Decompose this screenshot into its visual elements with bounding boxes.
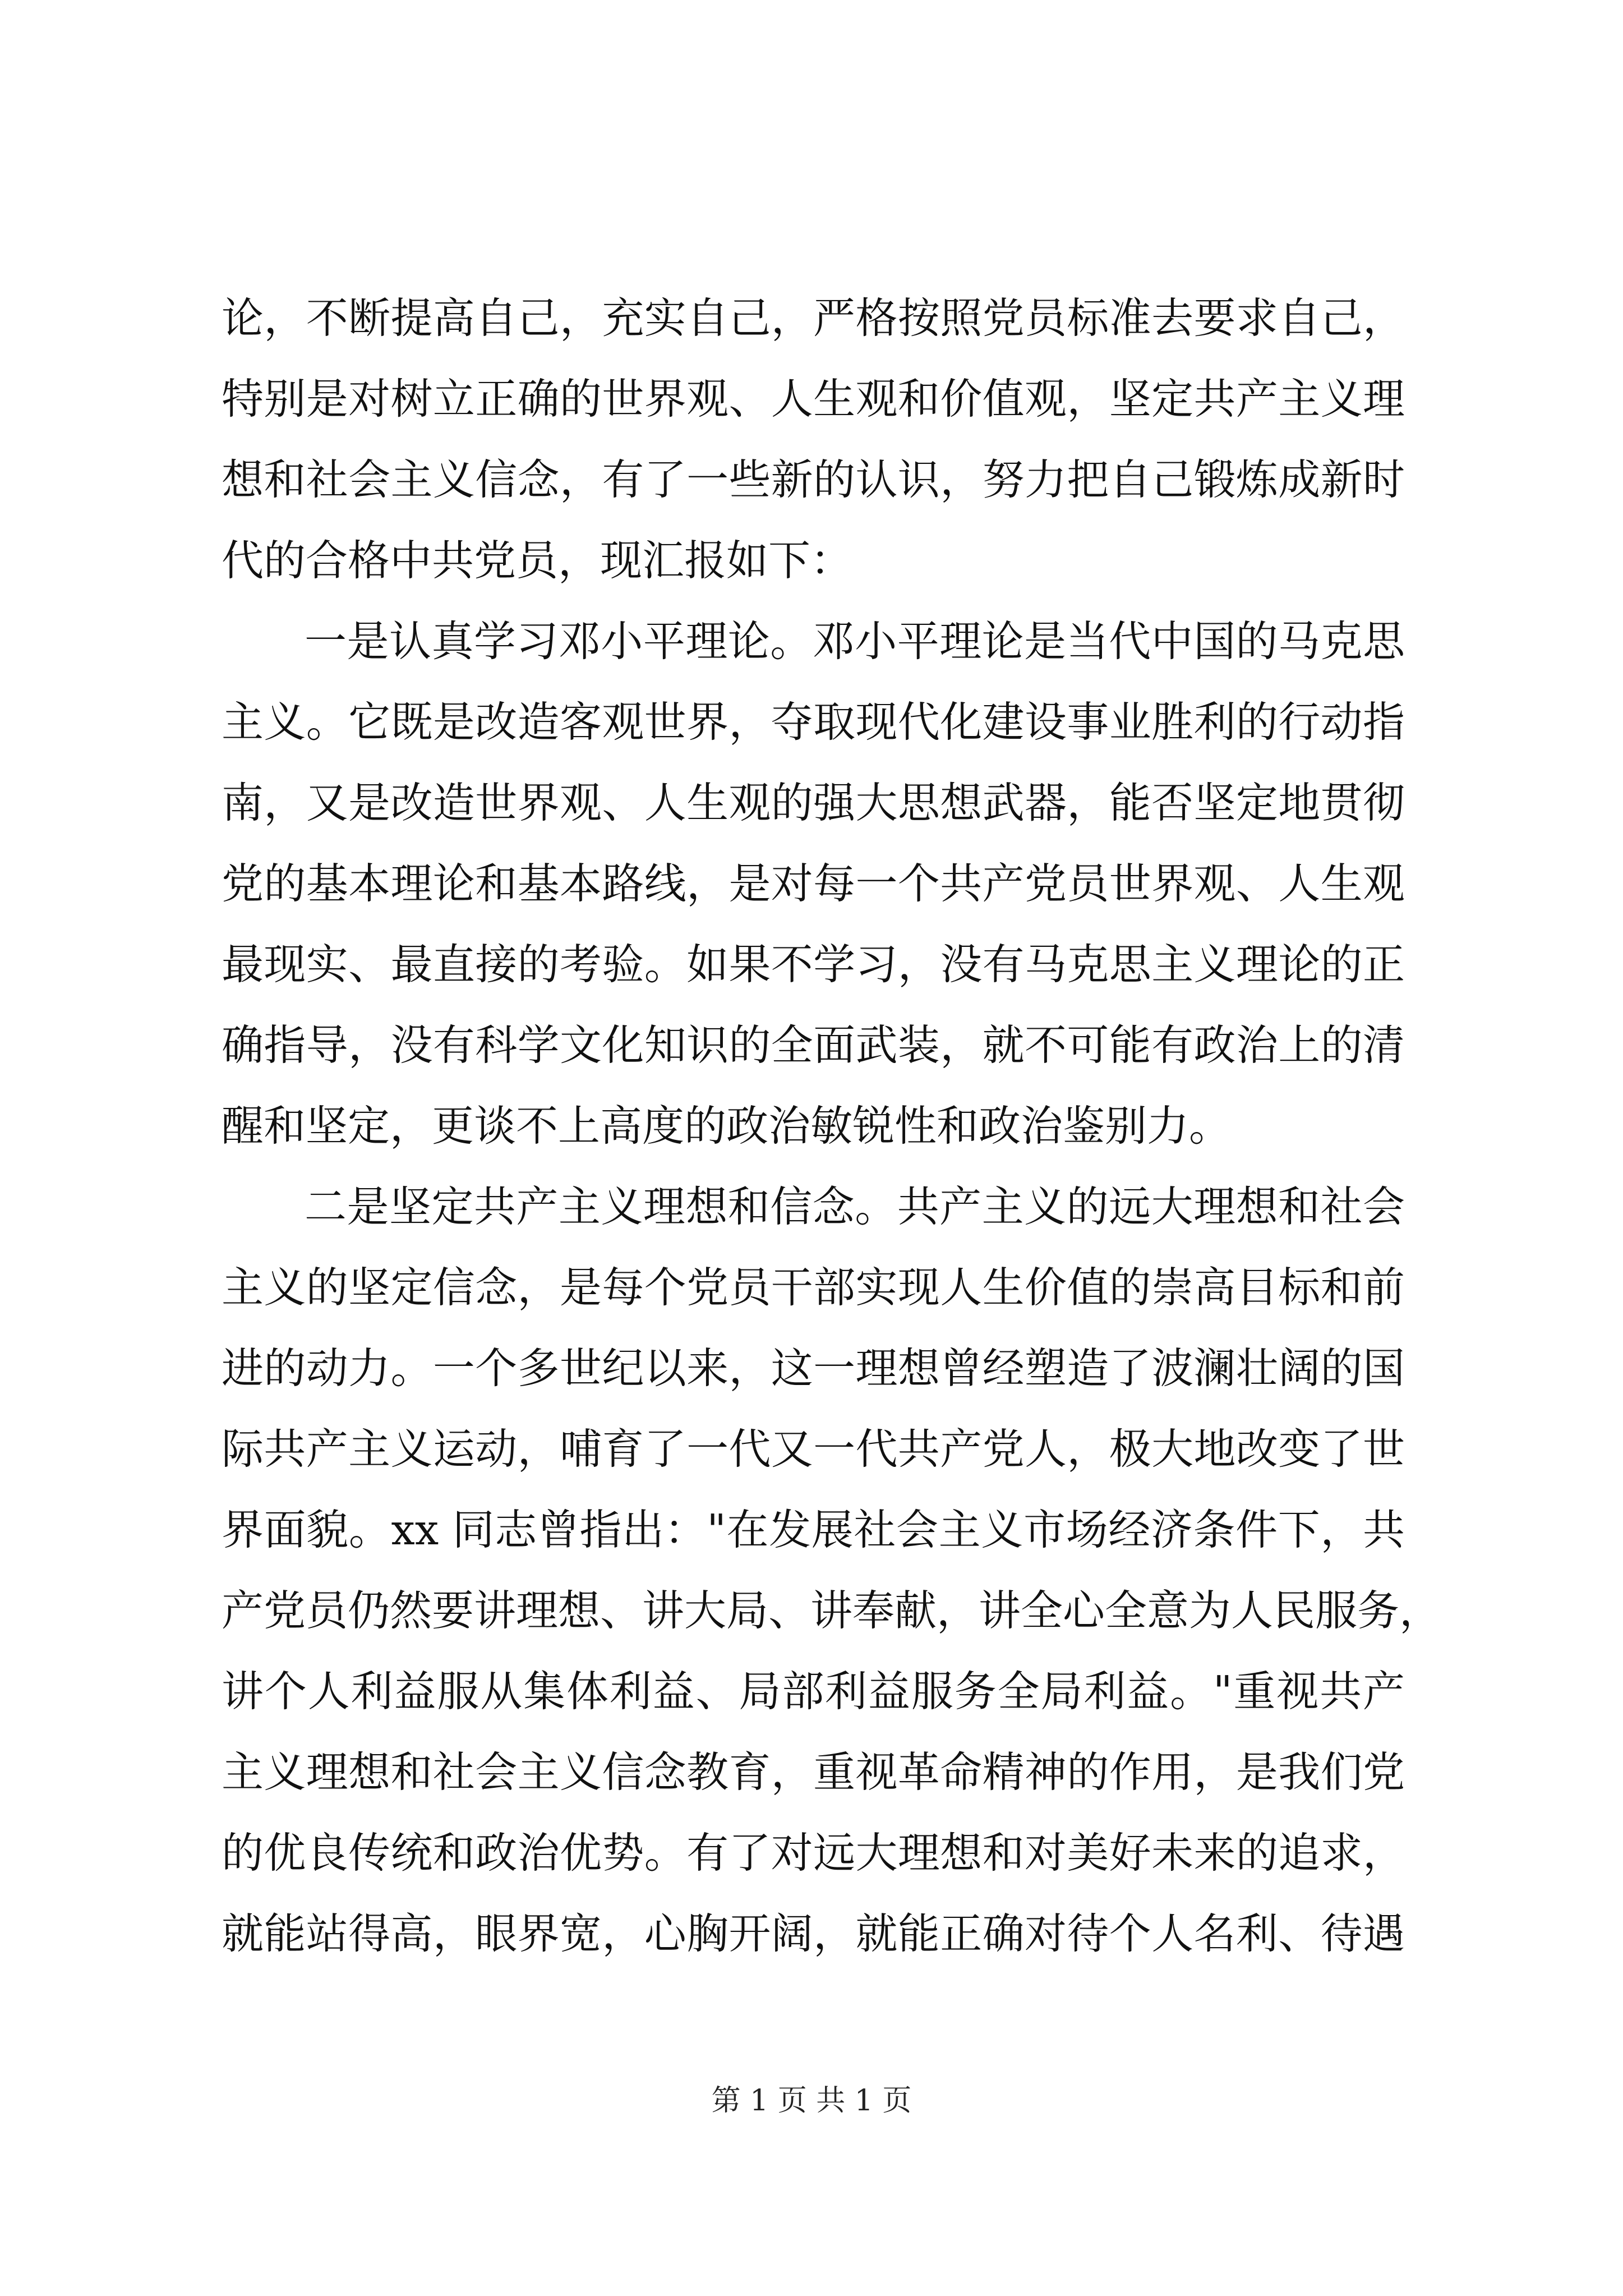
text-line: 主义理想和社会主义信念教育，重视革命精神的作用，是我们党 xyxy=(222,1747,1405,1797)
paragraph-2 xyxy=(222,601,1405,1166)
text-line: 最现实、最直接的考验。如果不学习，没有马克思主义理论的正 xyxy=(222,940,1405,989)
text-line: 特别是对树立正确的世界观、人生观和价值观，坚定共产主义理 xyxy=(222,374,1405,424)
text-line: 一是认真学习邓小平理论。邓小平理论是当代中国的马克思 xyxy=(305,616,1405,666)
text-line: 就能站得高，眼界宽，心胸开阔，就能正确对待个人名利、待遇 xyxy=(222,1909,1405,1958)
text-line: 南，又是改造世界观、人生观的强大思想武器，能否坚定地贯彻 xyxy=(222,778,1405,827)
text-line: 的优良传统和政治优势。有了对远大理想和对美好未来的追求， xyxy=(222,1828,1405,1878)
text-line: 醒和坚定，更谈不上高度的政治敏锐性和政治鉴别力。 xyxy=(222,1101,1232,1151)
text-line: 界面貌。xx 同志曾指出："在发展社会主义市场经济条件下，共 xyxy=(222,1505,1405,1554)
text-line: 想和社会主义信念，有了一些新的认识，努力把自己锻炼成新时 xyxy=(222,455,1405,504)
text-line: 二是坚定共产主义理想和信念。共产主义的远大理想和社会 xyxy=(305,1182,1405,1231)
text-line: 产党员仍然要讲理想、讲大局、讲奉献，讲全心全意为人民服务， xyxy=(222,1586,1442,1635)
text-line: 党的基本理论和基本路线，是对每一个共产党员世界观、人生观 xyxy=(222,859,1405,908)
page-footer xyxy=(0,2081,1623,2120)
text-line: 主义。它既是改造客观世界，夺取现代化建设事业胜利的行动指 xyxy=(222,697,1405,747)
text-line: 主义的坚定信念，是每个党员干部实现人生价值的崇高目标和前 xyxy=(222,1263,1405,1312)
document-body xyxy=(222,278,1442,1974)
text-line: 确指导，没有科学文化知识的全面武装，就不可能有政治上的清 xyxy=(222,1020,1405,1070)
paragraph-1 xyxy=(222,278,1405,601)
paragraph-3 xyxy=(222,1166,1442,1974)
text-line: 际共产主义运动，哺育了一代又一代共产党人，极大地改变了世 xyxy=(222,1424,1405,1474)
text-line: 讲个人利益服从集体利益、局部利益服务全局利益。"重视共产 xyxy=(222,1667,1405,1716)
text-line: 代的合格中共党员，现汇报如下： xyxy=(222,536,853,585)
text-line: 论，不断提高自己，充实自己，严格按照党员标准去要求自己， xyxy=(222,293,1405,343)
page-number: 第 1 页 共 1 页 xyxy=(711,2084,912,2118)
text-line: 进的动力。一个多世纪以来，这一理想曾经塑造了波澜壮阔的国 xyxy=(222,1343,1405,1393)
